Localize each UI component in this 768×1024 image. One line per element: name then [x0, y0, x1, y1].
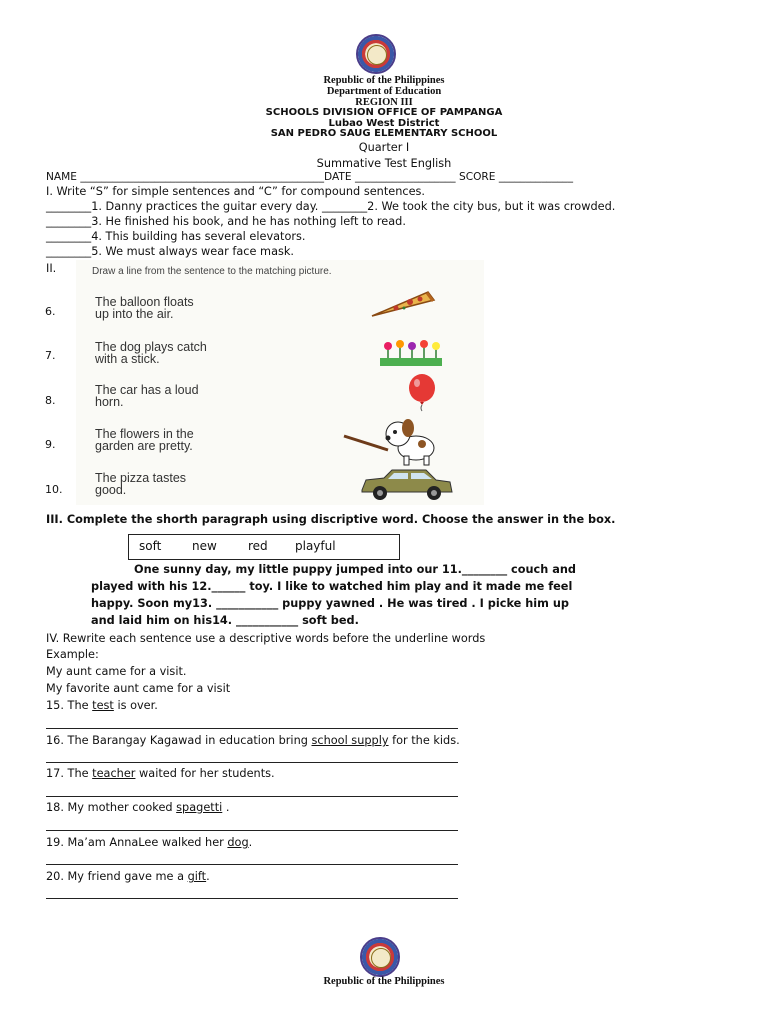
- footer-republic: Republic of the Philippines: [323, 976, 445, 987]
- test-title: Summative Test English: [316, 157, 452, 170]
- rewrite-item: 18. My mother cooked spagetti .: [46, 801, 230, 814]
- answer-line[interactable]: [46, 864, 458, 865]
- sentence-line: The flowers in the: [95, 427, 194, 441]
- paragraph-line: and laid him on his14. ___________ soft bed.: [91, 614, 359, 627]
- part1-item: ________4. This building has several elevators.: [46, 230, 306, 243]
- word-choice: playful: [295, 539, 336, 553]
- sentence-line: The pizza tastes: [95, 471, 187, 485]
- answer-line[interactable]: [46, 830, 458, 831]
- header-division: SCHOOLS DIVISION OFFICE OF PAMPANGA: [265, 107, 503, 118]
- answer-line[interactable]: [46, 762, 458, 763]
- sentence-line: good.: [95, 483, 127, 497]
- part2-label: II.: [46, 262, 57, 275]
- rewrite-item: 17. The teacher waited for her students.: [46, 767, 275, 780]
- pizza-icon: [370, 288, 436, 320]
- part4-instruction: IV. Rewrite each sentence use a descriptive words before the underline words: [46, 632, 486, 645]
- answer-line[interactable]: [46, 796, 458, 797]
- header-district: Lubao West District: [328, 118, 440, 129]
- item-number: 8.: [45, 394, 56, 407]
- sentence-line: horn.: [95, 395, 124, 409]
- part1-instruction: I. Write “S” for simple sentences and “C” for compound sentences.: [46, 185, 425, 198]
- part1-item: ________3. He finished his book, and he has nothing left to read.: [46, 215, 406, 228]
- rewrite-item: 15. The test is over.: [46, 699, 158, 712]
- name-date-score-line: NAME ______________________________________________DATE ___________________ SCORE ______________: [46, 171, 574, 183]
- header-school: SAN PEDRO SAUG ELEMENTARY SCHOOL: [270, 128, 498, 139]
- part2-instruction: Draw a line from the sentence to the matching picture.: [92, 266, 332, 277]
- header-region: REGION III: [355, 97, 413, 108]
- part1-item: ________1. Danny practices the guitar every day. ________2. We took the city bus, but it was crowded.: [46, 200, 616, 213]
- paragraph-line: happy. Soon my13. ___________ puppy yawned . He was tired . I picke him up: [91, 597, 569, 610]
- paragraph-line: One sunny day, my little puppy jumped into our 11.________ couch and: [134, 563, 576, 576]
- rewrite-item: 19. Ma’am AnnaLee walked her dog.: [46, 836, 253, 849]
- item-number: 9.: [45, 438, 56, 451]
- deped-seal-icon: [360, 937, 400, 977]
- quarter-label: Quarter I: [358, 141, 410, 154]
- word-choice: soft: [139, 539, 162, 553]
- balloon-icon: [402, 374, 442, 412]
- sentence-line: garden are pretty.: [95, 439, 193, 453]
- sentence-line: with a stick.: [95, 352, 160, 366]
- matching-panel: [76, 260, 484, 505]
- car-icon: [358, 466, 454, 502]
- example-answer: My favorite aunt came for a visit: [46, 682, 231, 695]
- sentence-line: up into the air.: [95, 307, 174, 321]
- example-label: Example:: [46, 648, 99, 661]
- part3-instruction: III. Complete the shorth paragraph using discriptive word. Choose the answer in the box.: [46, 513, 616, 526]
- answer-line[interactable]: [46, 898, 458, 899]
- flowers-icon: [380, 336, 442, 366]
- rewrite-item: 16. The Barangay Kagawad in education bring school supply for the kids.: [46, 734, 460, 747]
- sentence-line: The balloon floats: [95, 295, 194, 309]
- sentence-line: The car has a loud: [95, 383, 199, 397]
- dog-with-stick-icon: [342, 414, 448, 466]
- paragraph-line: played with his 12.______ toy. I like to watched him play and it made me feel: [91, 580, 573, 593]
- item-number: 10.: [45, 483, 63, 496]
- word-choice: new: [192, 539, 217, 553]
- header-republic: Republic of the Philippines: [323, 75, 445, 86]
- item-number: 6.: [45, 305, 56, 318]
- part1-item: ________5. We must always wear face mask.: [46, 245, 295, 258]
- sentence-line: The dog plays catch: [95, 340, 207, 354]
- example-sentence: My aunt came for a visit.: [46, 665, 187, 678]
- word-box: [128, 534, 400, 560]
- header-deped: Department of Education: [326, 86, 442, 97]
- item-number: 7.: [45, 349, 56, 362]
- rewrite-item: 20. My friend gave me a gift.: [46, 870, 210, 883]
- deped-seal-icon: [356, 34, 396, 74]
- answer-line[interactable]: [46, 728, 458, 729]
- word-choice: red: [248, 539, 268, 553]
